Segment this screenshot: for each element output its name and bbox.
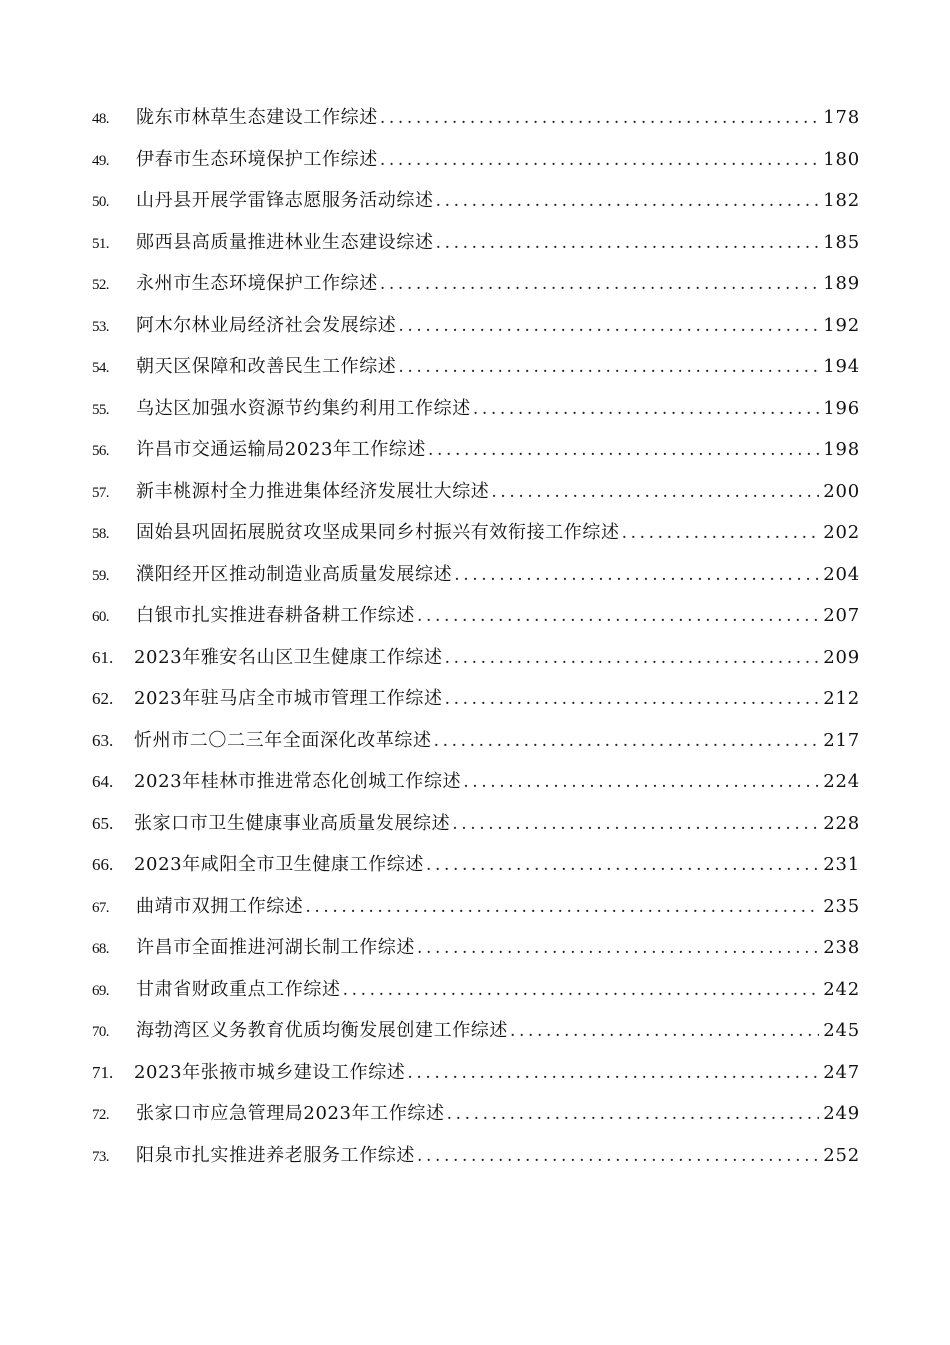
toc-entry-title: 张家口市应急管理局2023年工作综述 bbox=[136, 1103, 445, 1124]
toc-entry[interactable] bbox=[92, 720, 860, 762]
toc-entry-number: 72. bbox=[92, 1107, 109, 1123]
toc-entry-number: 66. bbox=[92, 855, 114, 874]
toc-entry-page-number: 231 bbox=[823, 854, 860, 875]
toc-entry[interactable] bbox=[92, 1010, 860, 1052]
toc-entry-number: 51. bbox=[92, 235, 109, 252]
toc-entry[interactable] bbox=[92, 927, 860, 969]
toc-entry-title: 新丰桃源村全力推进集体经济发展壮大综述 bbox=[136, 480, 490, 502]
toc-entry-title: 白银市扎实推进春耕备耕工作综述 bbox=[136, 605, 415, 626]
toc-dot-leader bbox=[445, 638, 820, 680]
toc-dot-leader bbox=[447, 1094, 820, 1136]
toc-entry[interactable] bbox=[92, 969, 860, 1011]
toc-dot-leader bbox=[445, 679, 820, 721]
toc-dot-leader bbox=[343, 970, 820, 1012]
toc-dot-leader bbox=[491, 472, 819, 514]
toc-entry-number: 70. bbox=[92, 1024, 109, 1040]
toc-dot-leader bbox=[417, 596, 819, 638]
toc-entry-page-number: 198 bbox=[823, 439, 860, 460]
toc-dot-leader bbox=[510, 1011, 819, 1053]
toc-dot-leader bbox=[380, 140, 819, 182]
toc-entry[interactable] bbox=[92, 678, 860, 720]
toc-entry-number: 61. bbox=[92, 647, 114, 667]
toc-dot-leader bbox=[398, 347, 819, 389]
toc-entry-number: 71. bbox=[92, 1062, 114, 1082]
toc-entry-page-number: 204 bbox=[823, 563, 860, 585]
toc-entry[interactable] bbox=[92, 761, 860, 803]
toc-entry-page-number: 209 bbox=[823, 646, 860, 668]
toc-entry[interactable] bbox=[92, 1093, 860, 1135]
toc-entry-title: 曲靖市双拥工作综述 bbox=[136, 895, 304, 917]
toc-entry-title: 张家口市卫生健康事业高质量发展综述 bbox=[134, 812, 451, 834]
toc-entry-title: 2023年驻马店全市城市管理工作综述 bbox=[134, 688, 443, 709]
toc-entry-title: 2023年雅安名山区卫生健康工作综述 bbox=[134, 646, 443, 668]
toc-entry-page-number: 194 bbox=[823, 356, 860, 377]
toc-entry-number: 54. bbox=[92, 360, 109, 376]
toc-entry[interactable] bbox=[92, 1052, 860, 1094]
toc-entry-page-number: 180 bbox=[823, 148, 860, 170]
toc-entry[interactable] bbox=[92, 803, 860, 845]
toc-entry-page-number: 249 bbox=[823, 1103, 860, 1124]
toc-entry[interactable] bbox=[92, 886, 860, 928]
toc-entry[interactable] bbox=[92, 305, 860, 347]
toc-entry-title: 甘肃省财政重点工作综述 bbox=[136, 978, 341, 1000]
toc-entry-page-number: 228 bbox=[823, 812, 860, 834]
toc-dot-leader bbox=[428, 430, 819, 472]
table-of-contents bbox=[92, 97, 860, 1176]
toc-entry-number: 73. bbox=[92, 1148, 109, 1165]
toc-entry-page-number: 217 bbox=[823, 729, 860, 751]
toc-entry-title: 郧西县高质量推进林业生态建设综述 bbox=[136, 231, 434, 253]
toc-entry-number: 60. bbox=[92, 609, 109, 625]
toc-entry-title: 海勃湾区义务教育优质均衡发展创建工作综述 bbox=[136, 1020, 508, 1041]
toc-entry-page-number: 182 bbox=[823, 190, 860, 211]
toc-dot-leader bbox=[473, 389, 819, 431]
toc-entry-title: 山丹县开展学雷锋志愿服务活动综述 bbox=[136, 190, 434, 211]
toc-entry-number: 65. bbox=[92, 813, 114, 833]
toc-entry-title: 固始县巩固拓展脱贫攻坚成果同乡村振兴有效衔接工作综述 bbox=[136, 522, 620, 543]
toc-entry-page-number: 238 bbox=[823, 937, 860, 958]
toc-entry-title: 濮阳经开区推动制造业高质量发展综述 bbox=[136, 563, 453, 585]
toc-entry[interactable] bbox=[92, 844, 860, 886]
toc-entry-page-number: 202 bbox=[823, 522, 860, 543]
toc-entry-title: 乌达区加强水资源节约集约利用工作综述 bbox=[136, 397, 471, 419]
toc-entry[interactable] bbox=[92, 637, 860, 679]
toc-entry-page-number: 252 bbox=[823, 1144, 860, 1166]
toc-dot-leader bbox=[434, 721, 820, 763]
toc-entry-number: 50. bbox=[92, 194, 109, 210]
toc-entry-number: 49. bbox=[92, 152, 109, 169]
toc-entry-number: 48. bbox=[92, 111, 109, 127]
toc-entry-number: 59. bbox=[92, 567, 109, 584]
toc-entry[interactable] bbox=[92, 222, 860, 264]
toc-entry-title: 许昌市交通运输局2023年工作综述 bbox=[136, 439, 427, 460]
toc-entry[interactable] bbox=[92, 554, 860, 596]
toc-dot-leader bbox=[454, 555, 819, 597]
toc-entry-title: 伊春市生态环境保护工作综述 bbox=[136, 148, 378, 170]
toc-entry-title: 阳泉市扎实推进养老服务工作综述 bbox=[136, 1144, 415, 1166]
toc-dot-leader bbox=[380, 264, 819, 306]
toc-entry-title: 永州市生态环境保护工作综述 bbox=[136, 273, 378, 294]
toc-entry-page-number: 242 bbox=[823, 978, 860, 1000]
toc-dot-leader bbox=[417, 928, 819, 970]
toc-dot-leader bbox=[417, 1136, 819, 1178]
toc-entry-number: 55. bbox=[92, 401, 109, 418]
toc-dot-leader bbox=[622, 513, 820, 555]
toc-entry-title: 陇东市林草生态建设工作综述 bbox=[136, 107, 378, 128]
toc-dot-leader bbox=[398, 306, 819, 348]
toc-entry-title: 朝天区保障和改善民生工作综述 bbox=[136, 356, 397, 377]
toc-entry-page-number: 192 bbox=[823, 314, 860, 336]
toc-dot-leader bbox=[463, 762, 819, 804]
toc-entry-number: 64. bbox=[92, 772, 114, 791]
toc-entry-page-number: 224 bbox=[823, 771, 860, 792]
toc-entry-title: 忻州市二〇二三年全面深化改革综述 bbox=[134, 729, 432, 751]
toc-entry[interactable] bbox=[92, 429, 860, 471]
toc-entry-page-number: 212 bbox=[823, 688, 860, 709]
toc-entry-page-number: 207 bbox=[823, 605, 860, 626]
toc-dot-leader bbox=[380, 98, 819, 140]
toc-entry[interactable] bbox=[92, 388, 860, 430]
toc-entry[interactable] bbox=[92, 595, 860, 637]
toc-entry[interactable] bbox=[92, 512, 860, 554]
toc-dot-leader bbox=[452, 804, 819, 846]
toc-entry-number: 53. bbox=[92, 318, 109, 335]
toc-entry-title: 2023年咸阳全市卫生健康工作综述 bbox=[134, 854, 425, 875]
toc-entry[interactable] bbox=[92, 139, 860, 181]
toc-entry-number: 62. bbox=[92, 689, 114, 708]
toc-entry-title: 2023年桂林市推进常态化创城工作综述 bbox=[134, 771, 462, 792]
toc-entry-number: 67. bbox=[92, 899, 109, 916]
toc-entry-number: 52. bbox=[92, 277, 109, 293]
toc-entry-page-number: 178 bbox=[823, 107, 860, 128]
toc-entry-page-number: 247 bbox=[823, 1061, 860, 1083]
toc-entry[interactable] bbox=[92, 180, 860, 222]
toc-entry-page-number: 245 bbox=[823, 1020, 860, 1041]
toc-entry-title: 阿木尔林业局经济社会发展综述 bbox=[136, 314, 397, 336]
toc-entry-page-number: 200 bbox=[823, 480, 860, 502]
toc-entry-title: 2023年张掖市城乡建设工作综述 bbox=[134, 1061, 406, 1083]
toc-entry-number: 63. bbox=[92, 730, 114, 750]
toc-entry[interactable] bbox=[92, 346, 860, 388]
toc-dot-leader bbox=[305, 887, 819, 929]
toc-entry-number: 57. bbox=[92, 484, 109, 501]
toc-entry[interactable] bbox=[92, 263, 860, 305]
toc-entry-page-number: 196 bbox=[823, 397, 860, 419]
toc-entry-number: 58. bbox=[92, 526, 109, 542]
toc-entry[interactable] bbox=[92, 471, 860, 513]
toc-entry[interactable] bbox=[92, 97, 860, 139]
toc-entry-number: 56. bbox=[92, 443, 109, 459]
toc-dot-leader bbox=[436, 223, 820, 265]
toc-entry-page-number: 185 bbox=[823, 231, 860, 253]
toc-dot-leader bbox=[436, 181, 820, 223]
toc-entry-number: 68. bbox=[92, 941, 109, 957]
toc-dot-leader bbox=[426, 845, 819, 887]
toc-entry-page-number: 189 bbox=[823, 273, 860, 294]
toc-entry-page-number: 235 bbox=[823, 895, 860, 917]
toc-entry-number: 69. bbox=[92, 982, 109, 999]
toc-entry[interactable] bbox=[92, 1135, 860, 1177]
toc-dot-leader bbox=[407, 1053, 819, 1095]
toc-entry-title: 许昌市全面推进河湖长制工作综述 bbox=[136, 937, 415, 958]
